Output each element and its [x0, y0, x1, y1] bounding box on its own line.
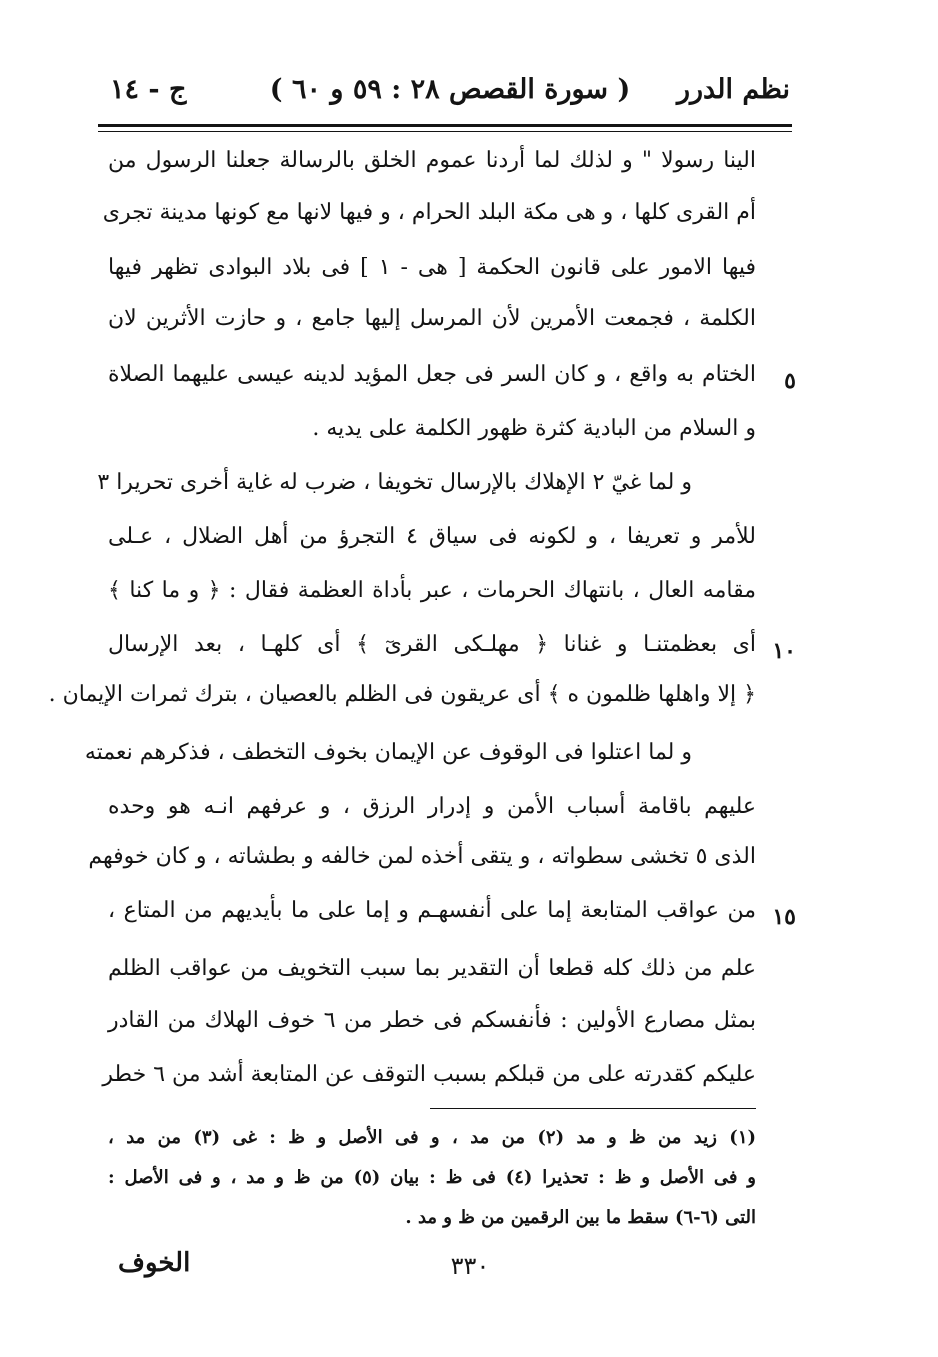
catchword: الخوف	[118, 1248, 191, 1278]
surah-reference: ( سورة القصص ٢٨ : ٥٩ و ٦٠ )	[269, 74, 631, 105]
text-line: عليهم باقامة أسباب الأمن و إدرار الرزق ، و عرفهم انـه هو وحده	[108, 794, 756, 819]
footnote-line: التى (٦-٦) سقط ما بين الرقمين من ظ و مد .	[405, 1207, 756, 1228]
text-line: عليكم كقدرته على من قبلكم بسبب التوقف عن المتابعة أشد من ٦ خطر	[102, 1062, 756, 1087]
text-line: علم من ذلك كله قطعا أن التقدير بما سبب التخويف من عواقب الظلم	[108, 956, 756, 981]
running-header	[110, 66, 790, 116]
text-line: الختام به واقع ، و كان السر فى جعل المؤيد لدينه عيسى عليهما الصلاة	[108, 362, 756, 387]
line-number-15: ١٥	[772, 904, 796, 930]
line-number-5: ٥	[784, 368, 796, 394]
header-rule-thick	[98, 124, 792, 127]
text-line: و السلام من البادية كثرة ظهور الكلمة على يديه .	[312, 416, 756, 441]
text-line: أم القرى كلها ، و هى مكة البلد الحرام ، و فيها لانها مع كونها مدينة تجرى	[102, 200, 756, 225]
text-line: الذى ٥ تخشى سطواته ، و يتقى أخذه لمن خالفه و بطشاته ، و كان خوفهم	[88, 844, 756, 869]
text-line: مقامه العال ، بانتهاك الحرمات ، عبر بأداة العظمة فقال : ﴿ و ما كنا ﴾	[108, 578, 756, 603]
text-line: الكلمة ، فجمعت الأمرين لأن المرسل إليها جامع ، و حازت الأثرين لان	[108, 306, 756, 331]
footnote-line: و فى الأصل و ظ : تحذيرا (٤) فى ظ : بيان (٥) من ظ و مد ، و فى الأصل :	[108, 1167, 757, 1188]
text-line: من عواقب المتابعة إما على أنفسهـم و إما على ما بأيديهم من المتاع ،	[108, 898, 756, 923]
line-number-10: ١٠	[772, 638, 796, 664]
header-rule-thin	[98, 131, 792, 132]
footnote-rule	[430, 1108, 756, 1109]
volume-number: ج - ١٤	[110, 74, 187, 105]
text-line: بمثل مصارع الأولين : فأنفسكم فى خطر من ٦ خوف الهلاك من القادر	[108, 1008, 757, 1033]
text-line: و لما اعتلوا فى الوقوف عن الإيمان بخوف التخطف ، فذكرهم نعمته	[84, 740, 692, 765]
text-line: ﴿ إلا واهلها ظلمون ه ﴾ أى عريقون فى الظلم بالعصيان ، بترك ثمرات الإيمان .	[48, 682, 756, 707]
text-line: فيها الامور على قانون الحكمة [ هى - ١ ] فى بلاد البوادى تظهر فيها	[108, 255, 757, 280]
footnote-line: (١) زيد من ظ و مد (٢) من مد ، و فى الأصل و ظ : غى (٣) من مد ،	[108, 1127, 757, 1148]
book-title: نظم الدرر	[676, 74, 790, 105]
text-line: للأمر و تعريفا ، و لكونه فى سياق ٤ التجرؤ من أهل الضلال ، عـلى	[108, 524, 756, 549]
text-line: أى بعظمتنـا و غنانا ﴿ مهلـكى القرىٓ ﴾ أى كلهـا ، بعد الإرسال	[108, 632, 756, 657]
page-number: ٣٣٠	[450, 1252, 490, 1280]
text-line: الينا رسولا " و لذلك لما أردنا عموم الخلق بالرسالة جعلنا الرسول من	[108, 148, 756, 173]
text-line: و لما غيّ ٢ الإهلاك بالإرسال تخويفا ، ضرب له غاية أخرى تحريرا ٣	[97, 470, 692, 495]
